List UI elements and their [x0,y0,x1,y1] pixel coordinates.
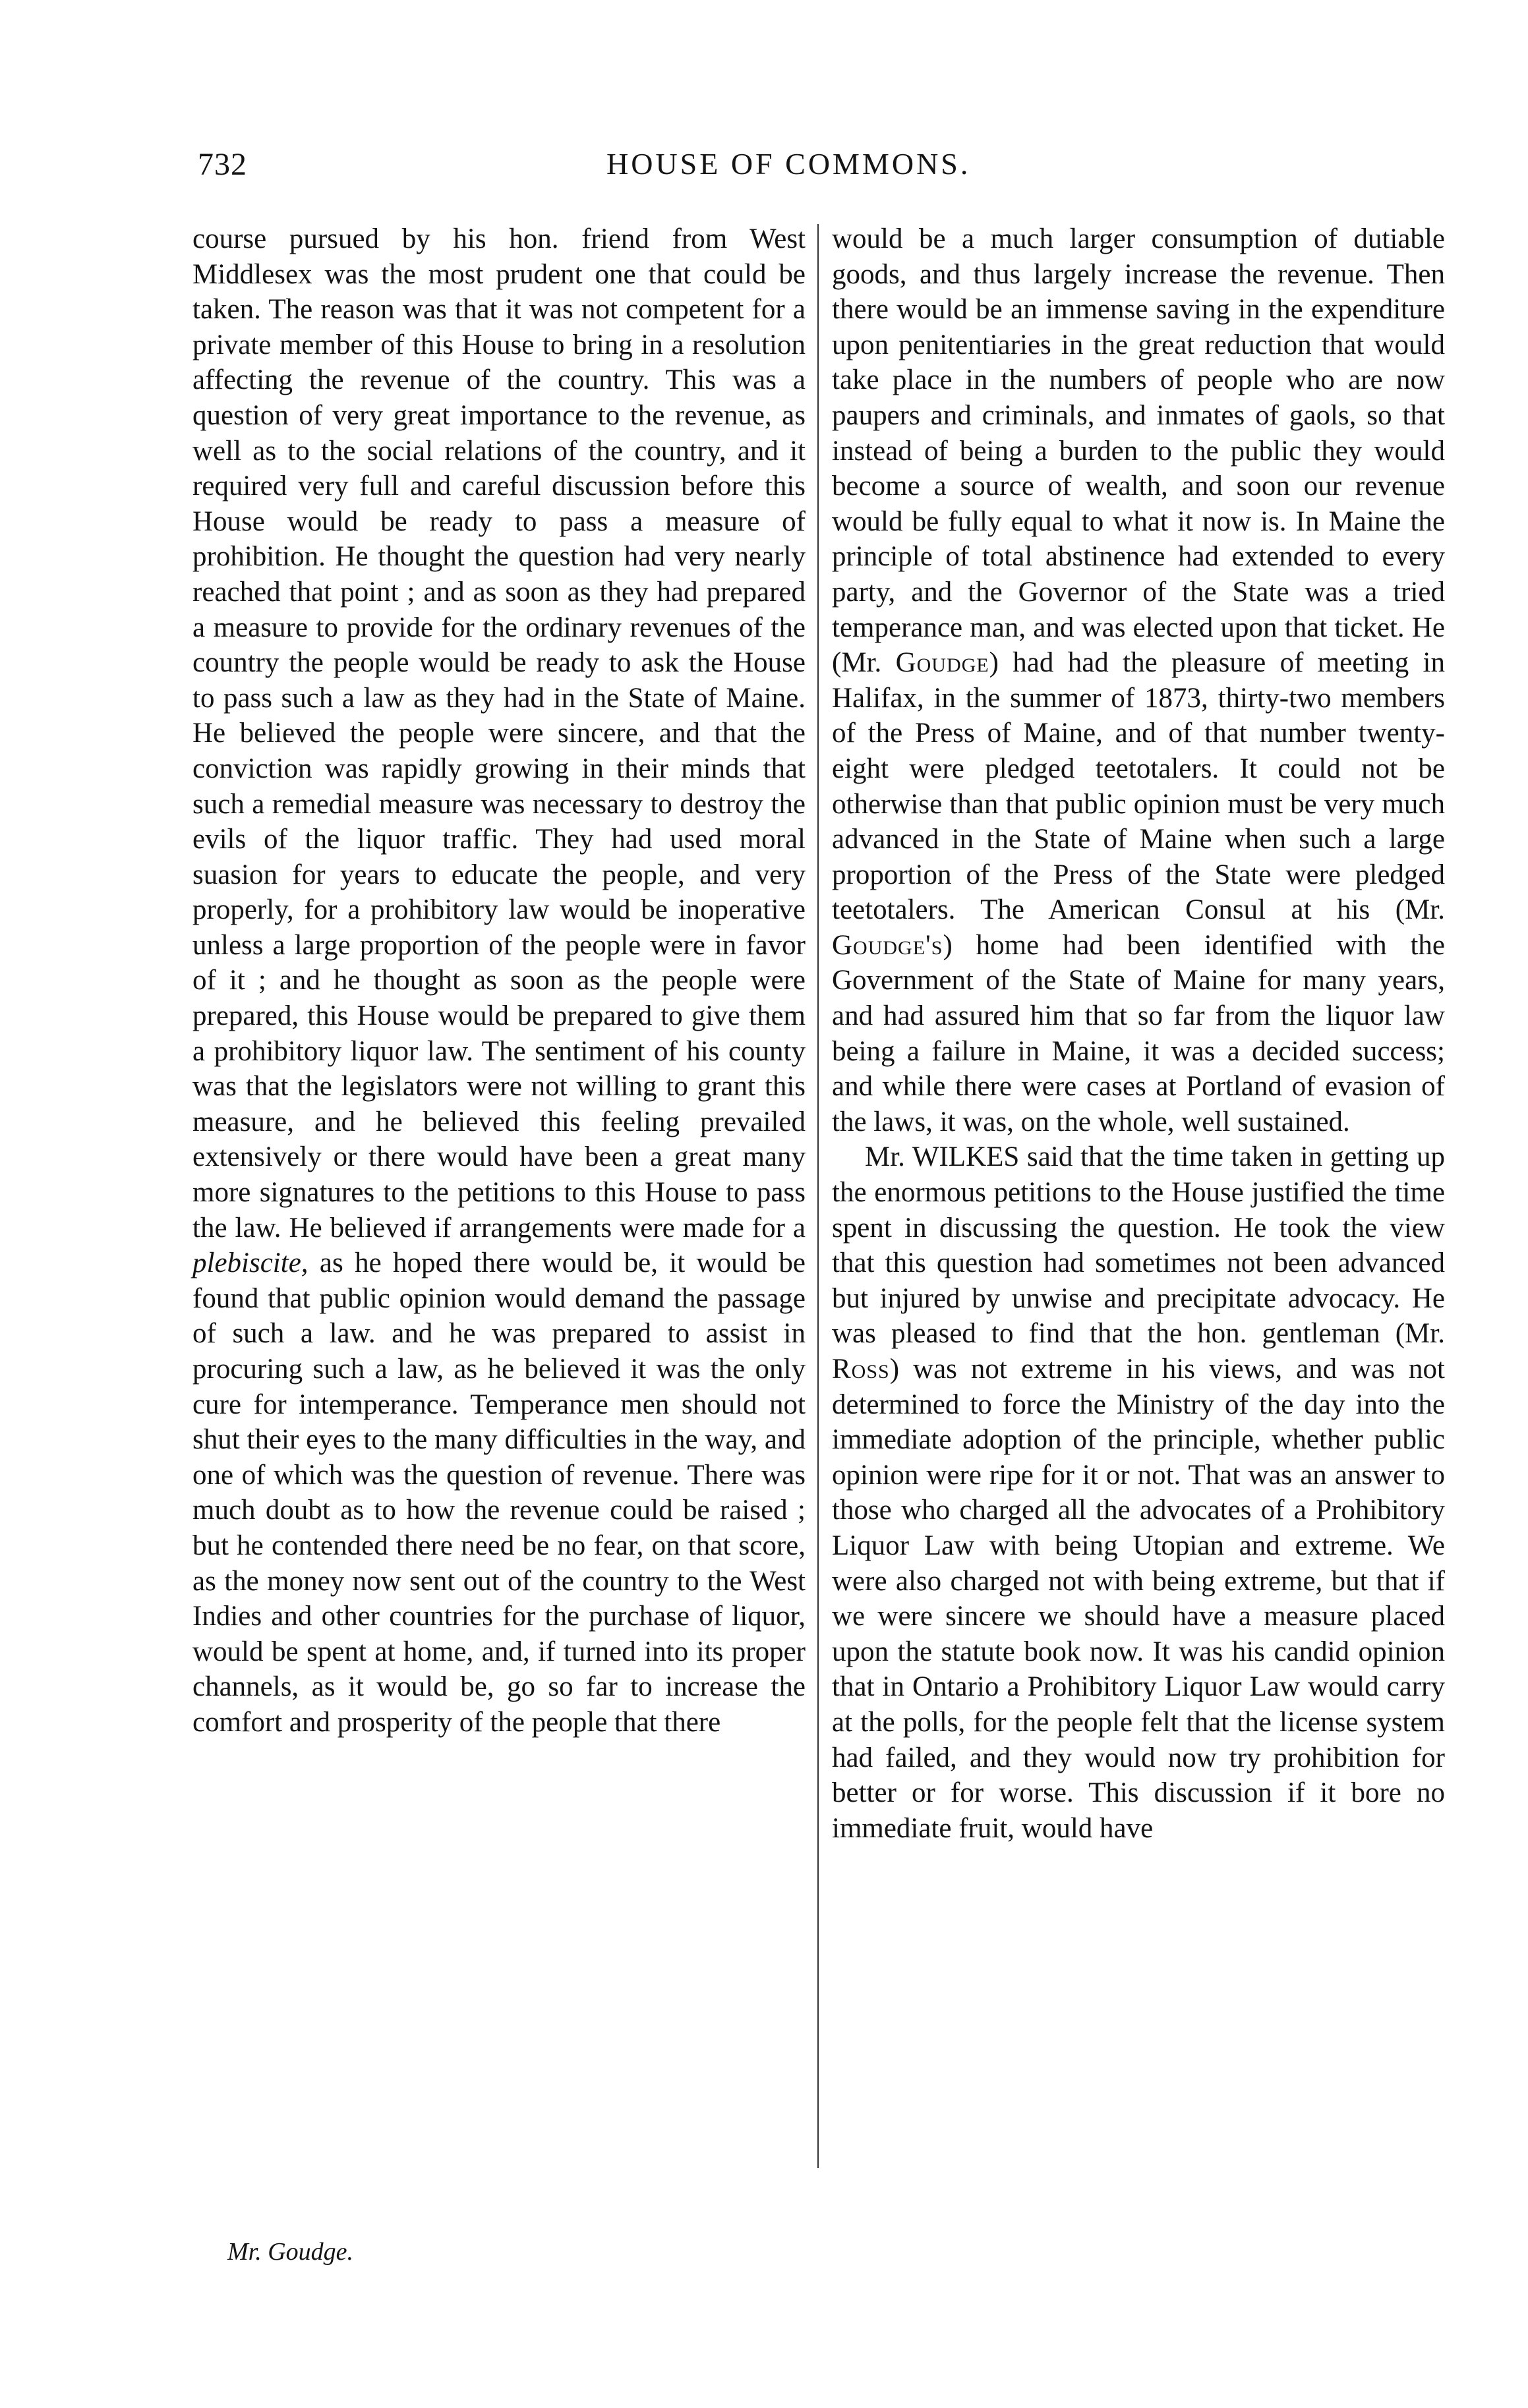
left-column [192,221,806,1740]
member-name: Ross [832,1354,890,1385]
running-head: HOUSE OF COMMONS. [606,147,971,181]
column-divider [817,224,819,2168]
speaker-name-possessive: Goudge's [832,929,943,961]
left-paragraph [192,221,806,1740]
page-header [198,146,1450,192]
right-paragraph-2-text-b: ) was not extreme in his views, and was not determined to force the Ministry of the day into the immediate adoption of the principle, whether public opinion were ripe for it or not. That was an answer to those who charged all the advocates of a Prohibitory Liquor Law with being Utopian and extreme. We were also charged not with being extreme, but that if we were sincere we should have a measure placed upon the statute book now. It was his candid opinion that in Ontario a Prohibitory Liquor Law would carry at the polls, for the people felt that the license system had failed, and they would now try prohibition for better or for worse. This discussion if it bore no immediate fruit, would have [832,1354,1445,1844]
right-column [832,221,1445,1846]
right-paragraph-2-text-a: Mr. WILKES said that the time taken in getting up the enormous petitions to the House justified the time spent in discussing the question. He took the view that this question had sometimes not been advanced but injured by unwise and precipitate advocacy. He was pleased to find that the hon. gentleman (Mr. [832,1141,1445,1350]
left-paragraph-text: course pursued by his hon. friend from West Middlesex was the most prudent one that could be taken. The reason was that it was not competent for a private member of this House to bring in a resolution affecting the revenue of the country. This was a question of very great importance to the revenue, as well as to the social relations of the country, and it required very full and careful discussion before this House would be ready to pass a measure of prohibition. He thought the question had very nearly reached that point ; and as soon as they had prepared a measure to provide for the ordinary revenues of the country the people would be ready to ask the House to pass such a law as they had in the State of Maine. He believed the people were sincere, and that the conviction was rapidly growing in their minds that such a remedial measure was necessary to destroy the evils of the liquor traffic. They had used moral suasion for years to educate the people, and very properly, for a prohibitory law would be inoperative unless a large proportion of the people were in favor of it ; and he thought as soon as the people were prepared, this House would be prepared to give them a prohibitory liquor law. The sentiment of his county was that the legislators were not willing to grant this measure, and he believed this feeling prevailed extensively or there would have been a great many more signatures to the petitions to this House to pass the law. He believed if arrangements were made for a [192,223,806,1244]
right-paragraph-1-text-c: ) home had been identified with the Government of the State of Maine for many years, and had assured him that so far from the liquor law being a failure in Maine, it was a decided success; and while there were cases at Portland of evasion of the laws, it was, on the whole, well sustained. [832,929,1445,1137]
speaker-name: Goudge [895,647,989,679]
page-number: 732 [198,147,247,182]
right-paragraph-2 [832,1139,1445,1846]
right-paragraph-1 [832,221,1445,1139]
left-paragraph-text-end: as he hoped there would be, it would be found that public opinion would demand the passage of such a law. and he was prepared to assist in procuring such a law, as he believed it was the only cure for intemperance. Temperance men should not shut their eyes to the many difficulties in the way, and one of which was the question of revenue. There was much doubt as to how the revenue could be raised ; but he contended there need be no fear, on that score, as the money now sent out of the country to the West Indies and other countries for the purchase of liquor, would be spent at home, and, if turned into its proper channels, as it would be, go so far to increase the comfort and prosperity of the people that there [192,1247,806,1738]
italic-term: plebiscite, [192,1247,309,1279]
right-paragraph-1-text-b: ) had had the pleasure of meeting in Halifax, in the summer of 1873, thirty-two members of the Press of Maine, and of that number twenty-eight were pledged teetotalers. It could not be otherwise than that public opinion must be very much advanced in the State of Maine when such a large proportion of the Press of the State were pledged teetotalers. The American Consul at his (Mr. [832,647,1446,926]
right-paragraph-1-text-a: would be a much larger consumption of dutiable goods, and thus largely increase the revenue. Then there would be an immense saving in the expenditure upon penitentiaries in the great reduction that would take place in the numbers of people who are now paupers and criminals, and inmates of gaols, so that instead of being a burden to the public they would become a source of wealth, and soon our revenue would be fully equal to what it now is. In Maine the principle of total abstinence had extended to every party, and the Governor of the State was a tried temperance man, and was elected upon that ticket. He (Mr. [832,223,1445,679]
speaker-footer: Mr. Goudge. [227,2238,354,2266]
